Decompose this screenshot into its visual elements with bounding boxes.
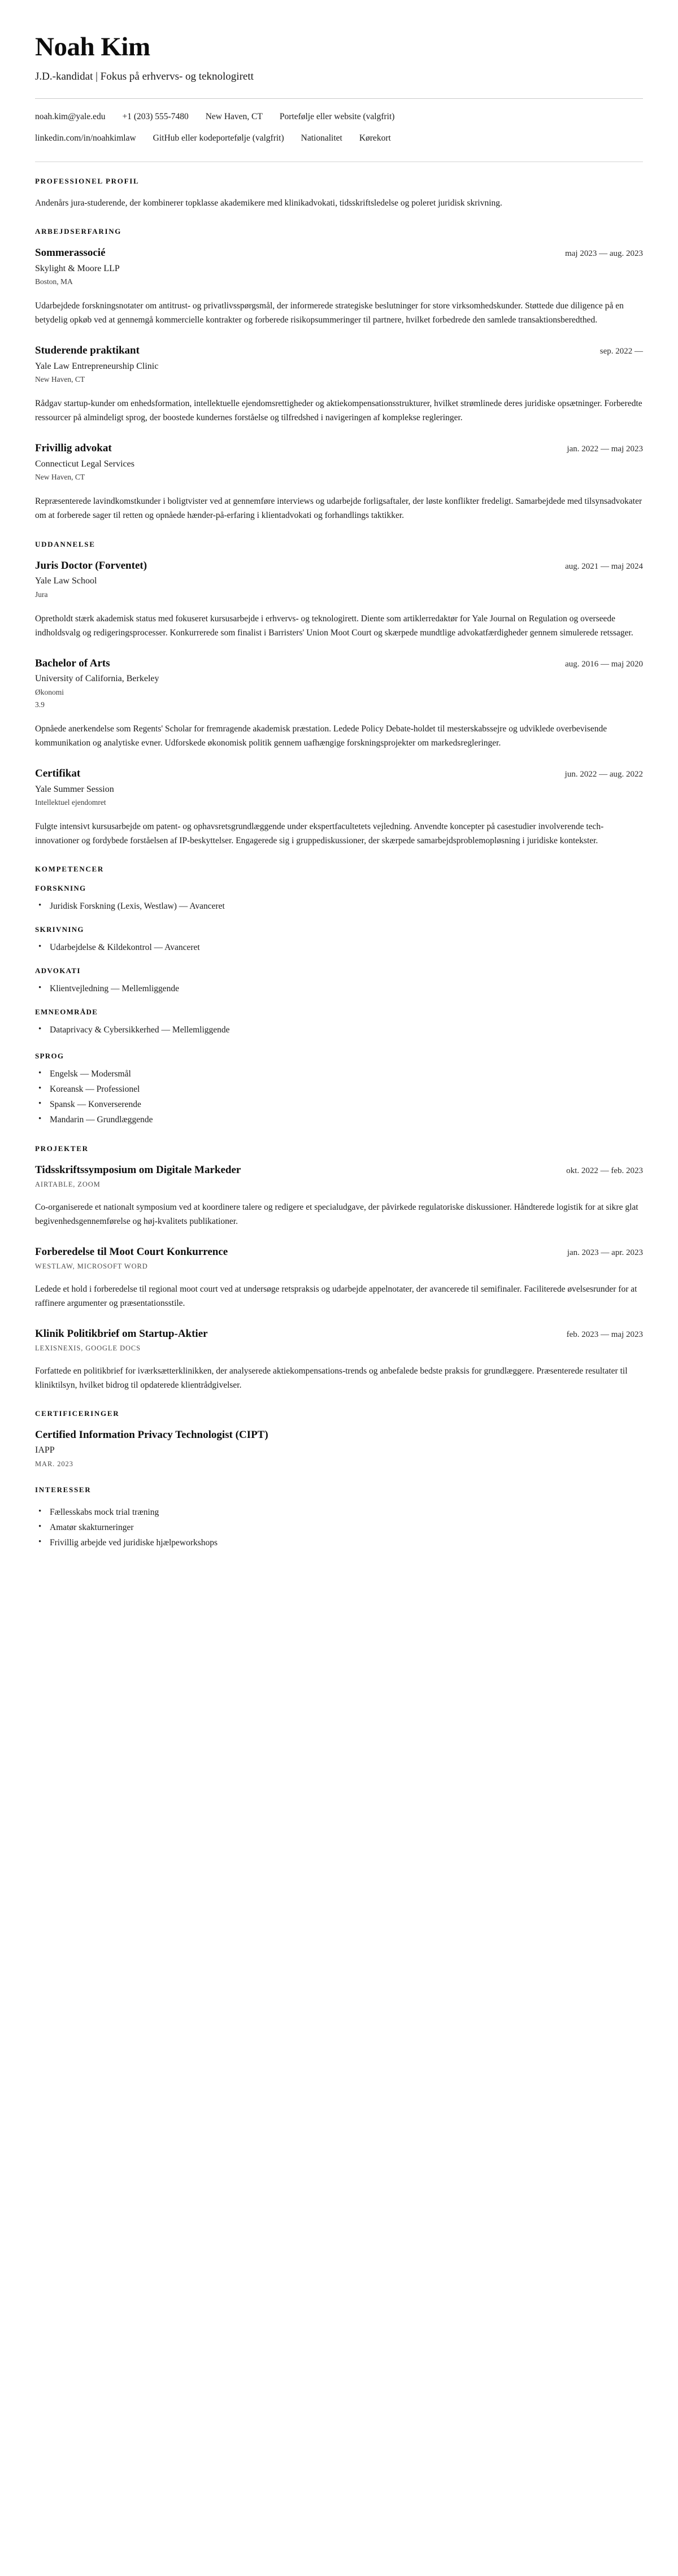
education-item [35,657,643,750]
job-title: Frivillig advokat [35,442,112,455]
contact-item[interactable]: New Haven, CT [205,112,263,122]
project-item [35,1163,643,1228]
headline: J.D.-kandidat | Fokus på erhvervs- og teknologirett [35,70,254,82]
language-item: • Koreansk — Professionel [35,1082,643,1097]
language-item: • Engelsk — Modersmål [35,1066,643,1082]
certification-name: Certified Information Privacy Technologist (CIPT) [35,1428,268,1441]
certification-issuer: IAPP [35,1445,55,1455]
interest-item: • Fællesskabs mock trial træning [35,1505,643,1520]
skill-group [35,966,643,996]
entry-tools: WESTLAW, MICROSOFT WORD [35,1262,148,1270]
section-projects [35,1144,643,1392]
skill-group [35,1008,643,1038]
certification-item [35,1428,643,1468]
education-item [35,767,643,848]
section-certifications [35,1409,643,1468]
section-title-certifications: CERTIFICERINGER [35,1409,120,1418]
interests-bullets [35,1505,643,1550]
contact-row-secondary [35,132,643,145]
skill-bullets [35,899,643,914]
section-title-skills: KOMPETENCER [35,865,104,874]
experience-item [35,442,643,522]
contact-item[interactable]: GitHub eller kodeportefølje (valgfrit) [153,133,284,143]
header-divider [35,98,643,99]
section-education [35,540,643,848]
languages-bullets [35,1066,643,1128]
profile-text: Andenårs jura-studerende, der kombinerer topklasse akademikere med klinikadvokati, tidsskriftsledelse og poleret juridisk skrivning. [35,198,502,208]
skill-bullets [35,1022,643,1038]
interest-item: • Amatør skakturneringer [35,1520,643,1535]
projects-list [35,1163,643,1392]
entry-tools: AIRTABLE, ZOOM [35,1180,101,1188]
entry-date: okt. 2022 — feb. 2023 [566,1166,643,1176]
entry-detail: Intellektuel ejendomret [35,797,106,807]
section-title-experience: ARBEJDSERFARING [35,227,122,236]
certification-date: MAR. 2023 [35,1459,73,1468]
entry-date: aug. 2016 — maj 2020 [565,659,643,669]
entry-header [35,246,643,260]
skill-group-title: ADVOKATI [35,966,81,975]
entry-detail: Jura [35,590,48,599]
entry-header [35,1245,643,1259]
project-item [35,1245,643,1310]
language-item: • Spansk — Konverserende [35,1097,643,1112]
entry-detail: Økonomi [35,687,64,696]
entry-header [35,1327,643,1341]
entry-date: jun. 2022 — aug. 2022 [564,769,643,779]
page-title: Noah Kim [35,32,150,62]
contact-item[interactable]: Kørekort [359,133,391,143]
entry-description: Rådgav startup-kunder om enhedsformation, intellektuelle ejendomsrettigheder og aktiekompensationsstrukturer, hvilket strømlinede deres juridiske opsætninger. Forberedte ressourcer på almindeligt sprog, der boostede kundernes forståelse og tilfredshed i navigeringen af komplekse regleringer. [35,399,642,423]
skill-group [35,884,643,914]
job-title: Studerende praktikant [35,345,140,357]
contact-item[interactable]: noah.kim@yale.edu [35,112,106,122]
entry-date: jan. 2023 — apr. 2023 [567,1248,643,1257]
entry-date: feb. 2023 — maj 2023 [566,1330,643,1339]
entry-tools: LEXISNEXIS, GOOGLE DOCS [35,1344,141,1352]
section-title-interests: INTERESSER [35,1485,92,1494]
education-list [35,559,643,848]
skill-group-languages [35,1052,643,1128]
entry-date: aug. 2021 — maj 2024 [565,561,643,571]
entry-description: Udarbejdede forskningsnotater om antitrust- og privatlivsspørgsmål, der informerede strategiske beslutninger for store virksomhedskunder. Støttede due diligence på en betydelig opkøb ved at gennemgå kommercielle kontrakter og forberede risikopsummeringer til partnere, hvilket forbedrede den samlede transaktionsberedthed. [35,300,624,325]
entry-description: Ledede et hold i forberedelse til regional moot court ved at undersøge retspraksis og udarbejde appelnotater, der avancerede til semifinaler. Faciliterede øvelsesrunder for at raffinere argumenter og præsentationsstile. [35,1284,637,1308]
section-experience [35,227,643,523]
project-title: Klinik Politikbrief om Startup-Aktier [35,1327,208,1340]
degree-title: Certifikat [35,767,81,779]
contact-item[interactable]: Nationalitet [301,133,342,143]
skill-item: • Dataprivacy & Cybersikkerhed — Mellemliggende [35,1022,643,1038]
entry-date: sep. 2022 — [599,347,643,356]
skill-group-title: FORSKNING [35,884,86,893]
contact-row-primary [35,110,643,123]
experience-list [35,246,643,523]
section-profile [35,162,643,210]
section-skills [35,865,643,1127]
entry-description: Opnåede anerkendelse som Regents' Scholar for fremragende akademisk præstation. Ledede Policy Debate-holdet til mesterskabssejre og udviklede overbevisende kommunikation og analytiske evner. Udforskede økonomisk politik gennem uafhængige forskningsprojekter om markedsregleringer. [35,723,607,748]
entry-date: jan. 2022 — maj 2023 [567,444,643,454]
skill-bullets [35,981,643,996]
skill-item: • Juridisk Forskning (Lexis, Westlaw) — Avanceret [35,899,643,914]
entry-detail: Boston, MA [35,277,73,286]
entry-description: Repræsenterede lavindkomstkunder i boligtvister ved at gennemføre interviews og udarbejde forligsaftaler, der løste konflikter fredeligt. Samarbejdede med tilsynsadvokater om at forberede sager til retten og opnåede hænder-på-erfaring i klientadvokati og forhandlings taktikker. [35,496,642,521]
entry-description: Forfattede en politikbrief for iværksætterklinikken, der analyserede aktiekompensations-trends og anbefalede bedste praksis for grundlæggere. Præsenterede resultater til kliniktilsyn, hvilket bidrog til opdaterede klientrådgivelser. [35,1366,628,1390]
project-title: Tidsskriftssymposium om Digitale Markeder [35,1164,241,1176]
skill-group-title-languages: SPROG [35,1051,64,1060]
entry-subtitle: Yale Law Entrepreneurship Clinic [35,361,159,371]
project-item [35,1327,643,1392]
entry-header [35,442,643,456]
skill-item: • Udarbejdelse & Kildekontrol — Avanceret [35,940,643,955]
skill-item: • Klientvejledning — Mellemliggende [35,981,643,996]
section-interests [35,1485,643,1550]
entry-description: Opretholdt stærk akademisk status med fokuseret kursusarbejde i erhvervs- og teknologirett. Diente som artiklerredaktør for Yale Journal on Regulation og overseede indholdsvalg og redigeringsprocesser. Konkurrerede som finalist i Barristers' Union Moot Court og skærpede mundtlige advokatfærdigheder gennem simulerede retssager. [35,613,633,638]
certifications-list [35,1428,643,1468]
degree-title: Bachelor of Arts [35,657,110,669]
skill-group-title: SKRIVNING [35,925,84,934]
entry-detail: New Haven, CT [35,375,85,384]
section-title-profile: PROFESSIONEL PROFIL [35,176,140,185]
experience-item [35,246,643,327]
entry-gpa: 3.9 [35,700,45,709]
skill-bullets [35,940,643,955]
entry-description: Fulgte intensivt kursusarbejde om patent- og ophavsretsgrundlæggende under ekspertfacultetets vejledning. Anvendte koncepter på casestudier involverende tech-innovationer og fordybede forståelsen af IP-beskyttelser. Engagerede sig i gruppediskussioner, der skærpede samarbejdsproblemopløsning i juridiske kontekster. [35,821,604,845]
skill-group-title: EMNEOMRÅDE [35,1008,98,1017]
experience-item [35,344,643,425]
skills-list [35,884,643,1038]
entry-subtitle: Yale Summer Session [35,784,114,794]
entry-header [35,559,643,573]
entry-header [35,1163,643,1178]
contact-item[interactable]: Portefølje eller website (valgfrit) [279,112,395,122]
section-title-education: UDDANNELSE [35,539,95,548]
entry-description: Co-organiserede et nationalt symposium ved at koordinere talere og redigere et specialudgave, der påvirkede regulatoriske diskussioner. Håndterede logistik for at sikre glat begivenhedsgennemførelse og høj-kvalitets publikationer. [35,1202,638,1226]
entry-detail: New Haven, CT [35,473,85,482]
entry-subtitle: Connecticut Legal Services [35,459,134,469]
entry-header [35,657,643,671]
interest-item: • Frivillig arbejde ved juridiske hjælpeworkshops [35,1535,643,1550]
degree-title: Juris Doctor (Forventet) [35,559,147,572]
job-title: Sommerassocié [35,247,106,259]
contact-item[interactable]: linkedin.com/in/noahkimlaw [35,133,136,143]
resume-header [35,33,643,145]
entry-subtitle: University of California, Berkeley [35,674,159,684]
entry-header [35,344,643,358]
language-item: • Mandarin — Grundlæggende [35,1112,643,1127]
entry-subtitle: Yale Law School [35,576,97,586]
contact-item[interactable]: +1 (203) 555-7480 [122,112,189,122]
section-title-projects: PROJEKTER [35,1144,89,1153]
entry-header [35,767,643,781]
project-title: Forberedelse til Moot Court Konkurrence [35,1245,228,1258]
skill-group [35,925,643,955]
education-item [35,559,643,640]
entry-subtitle: Skylight & Moore LLP [35,263,120,273]
entry-date: maj 2023 — aug. 2023 [565,249,643,258]
